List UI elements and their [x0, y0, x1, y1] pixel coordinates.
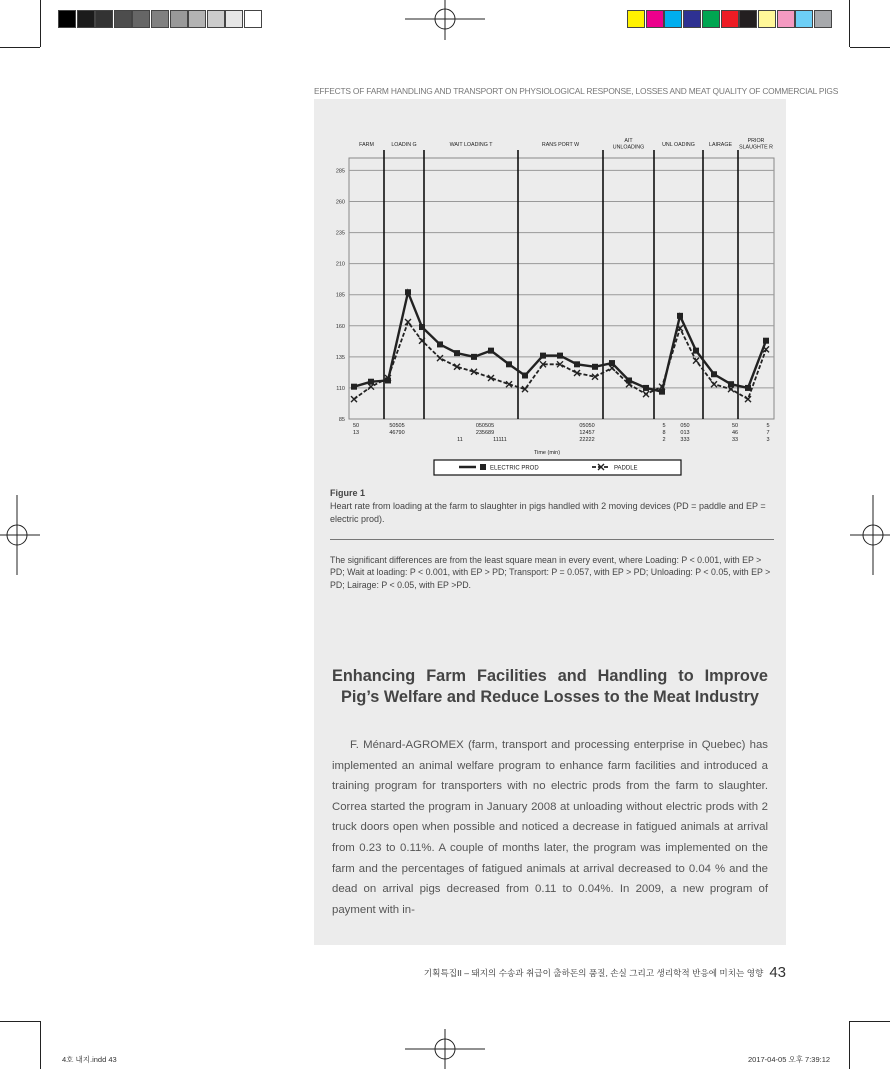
x-tick-label: 235689 — [475, 430, 495, 436]
data-point-electric-prod — [454, 350, 460, 356]
data-point-electric-prod — [419, 324, 425, 330]
page-footer — [424, 964, 786, 981]
gray-swatch — [244, 10, 262, 28]
x-tick-label: 050505 — [475, 423, 495, 429]
phase-label: RANS PORT W — [541, 142, 580, 148]
x-tick-label: 5 — [662, 423, 666, 429]
phase-label: PRIOR SLAUGHTE R — [739, 138, 773, 151]
data-point-electric-prod — [506, 361, 512, 367]
gray-swatch — [95, 10, 113, 28]
crop-mark — [849, 1021, 850, 1069]
article-body: F. Ménard-AGROMEX (farm, transport and processing enterprise in Quebec) has implemented an animal welfare program to enhance farm facilities and introduced a training program for transporters with no electric prods from the farm to slaughter. Correa started the program in January 2008 at unloading without electric prods with 2 truck doors open when possible and noticed a decrease in fatigued animals at arrival from 0.23 to 0.11%. A couple of months later, the program was implemented on the farm and the percentages of fatigued animals at arrival decreased to 0.04 % and the dead on arrival pigs decreased from 0.11 to 0.04%. In 2009, a new program of payment with in- — [332, 739, 768, 916]
footer-text: 기획특집II – 돼지의 수송과 취급이 출하돈의 품질, 손실 그리고 생리학적 반응에 미치는 영향 — [423, 967, 764, 978]
data-point-electric-prod — [711, 371, 717, 377]
y-tick-label: 135 — [335, 354, 345, 361]
data-point-electric-prod — [540, 353, 546, 359]
data-point-electric-prod — [643, 385, 649, 391]
x-tick-label: 12457 — [579, 430, 595, 436]
y-tick-label: 160 — [335, 323, 345, 330]
y-tick-label: 110 — [336, 385, 345, 392]
color-swatch — [646, 10, 664, 28]
color-swatch — [664, 10, 682, 28]
crop-mark — [850, 47, 890, 48]
x-tick-label: 333 — [680, 437, 690, 443]
phase-label: WAIT LOADING T — [449, 142, 493, 148]
legend-marker-electric-prod — [480, 464, 486, 470]
x-tick-label: 05050 — [579, 423, 595, 429]
running-head: EFFECTS OF FARM HANDLING AND TRANSPORT ON PHYSIOLOGICAL RESPONSE, LOSSES AND MEAT QUALITY OF COMMERCIAL PIGS — [314, 86, 839, 96]
x-tick-label: 7 — [766, 430, 770, 436]
data-point-electric-prod — [405, 289, 411, 295]
gray-swatch — [77, 10, 95, 28]
y-tick-label: 235 — [335, 230, 345, 237]
gray-swatch — [132, 10, 150, 28]
x-tick-label: 013 — [680, 430, 690, 436]
x-tick-label: 050 — [680, 423, 690, 429]
legend-label-paddle: PADDLE — [614, 465, 638, 472]
gray-swatch — [207, 10, 225, 28]
color-swatch — [721, 10, 739, 28]
registration-mark-bottom — [405, 1029, 485, 1069]
crop-mark — [0, 47, 40, 48]
color-swatch — [758, 10, 776, 28]
x-tick-label: 2 — [662, 437, 666, 443]
x-tick-label: 50 — [352, 423, 360, 429]
x-tick-label: 33 — [731, 437, 739, 443]
crop-mark — [850, 1021, 890, 1022]
data-point-electric-prod — [574, 361, 580, 367]
x-tick-label: 5 — [766, 423, 770, 429]
x-tick-label: 8 — [662, 430, 666, 436]
registration-mark-left — [0, 495, 40, 575]
data-point-electric-prod — [677, 313, 683, 319]
data-point-electric-prod — [488, 348, 494, 354]
figure-caption: Heart rate from loading at the farm to slaughter in pigs handled with 2 moving devices (PD = paddle and EP = electric prod). — [330, 501, 766, 524]
slug-datetime: 2017-04-05 오후 7:39:12 — [748, 1055, 831, 1064]
phase-label: AIT UNLOADING — [612, 138, 645, 151]
phase-label: LAIRAGE — [709, 142, 732, 148]
crop-mark — [849, 0, 850, 47]
crop-mark — [40, 1021, 41, 1069]
data-point-electric-prod — [745, 385, 751, 391]
y-tick-label: 260 — [335, 199, 345, 206]
color-swatch — [777, 10, 795, 28]
data-point-electric-prod — [522, 373, 528, 379]
data-point-electric-prod — [592, 364, 598, 370]
registration-mark-top — [405, 0, 485, 40]
color-swatch — [627, 10, 645, 28]
data-point-electric-prod — [471, 354, 477, 360]
gray-swatch — [225, 10, 243, 28]
x-tick-label: 50 — [731, 423, 739, 429]
x-tick-label: 11111 — [493, 437, 507, 443]
article-heading: Enhancing Farm Facilities and Handling to Improve Pig’s Welfare and Reduce Losses to the Meat Industry — [332, 667, 768, 706]
heart-rate-chart — [330, 128, 780, 480]
gray-swatch — [114, 10, 132, 28]
color-swatch — [702, 10, 720, 28]
x-tick-label: 46790 — [389, 430, 405, 436]
crop-mark — [40, 0, 41, 47]
x-tick-label: 22222 — [579, 437, 595, 443]
color-swatch — [739, 10, 757, 28]
gray-swatch — [170, 10, 188, 28]
phase-label: LOADIN G — [391, 142, 417, 148]
phase-label: FARM — [359, 142, 374, 148]
y-tick-label: 85 — [338, 417, 345, 423]
x-tick-label: 3 — [766, 437, 770, 443]
crop-mark — [0, 1021, 40, 1022]
x-tick-label: 11 — [457, 437, 463, 443]
x-tick-label: 13 — [352, 430, 360, 436]
gray-swatch — [151, 10, 169, 28]
x-axis-label: Time (min) — [533, 450, 561, 456]
data-point-electric-prod — [693, 348, 699, 354]
data-point-electric-prod — [763, 338, 769, 344]
phase-label: UNL OADING — [662, 142, 695, 148]
data-point-electric-prod — [557, 353, 563, 359]
color-swatch — [814, 10, 832, 28]
divider — [330, 539, 774, 540]
slug-filename: 4호 내지.indd 43 — [62, 1055, 117, 1064]
registration-mark-right — [850, 495, 890, 575]
legend-label-electric-prod: ELECTRIC PROD — [490, 465, 539, 472]
y-tick-label: 185 — [335, 292, 345, 299]
gray-swatch — [188, 10, 206, 28]
figure-note: The significant differences are from the least square mean in every event, where Loading: P < 0.001, with EP > PD; Wait at loading: P < 0.001, with EP > PD; Transport: P = 0.057, with EP > PD; Unloading: P < 0.05, with EP > PD; Lairage: P < 0.05, with EP >PD. — [330, 555, 771, 590]
figure-label: Figure 1 — [330, 488, 366, 498]
gray-swatch — [58, 10, 76, 28]
page-number: 43 — [769, 964, 786, 981]
data-point-electric-prod — [351, 384, 357, 390]
y-tick-label: 210 — [335, 261, 345, 268]
x-tick-label: 50505 — [389, 423, 405, 429]
y-tick-label: 285 — [335, 168, 345, 175]
data-point-electric-prod — [437, 341, 443, 347]
color-swatch — [683, 10, 701, 28]
x-tick-label: 46 — [731, 430, 739, 436]
color-swatch — [795, 10, 813, 28]
